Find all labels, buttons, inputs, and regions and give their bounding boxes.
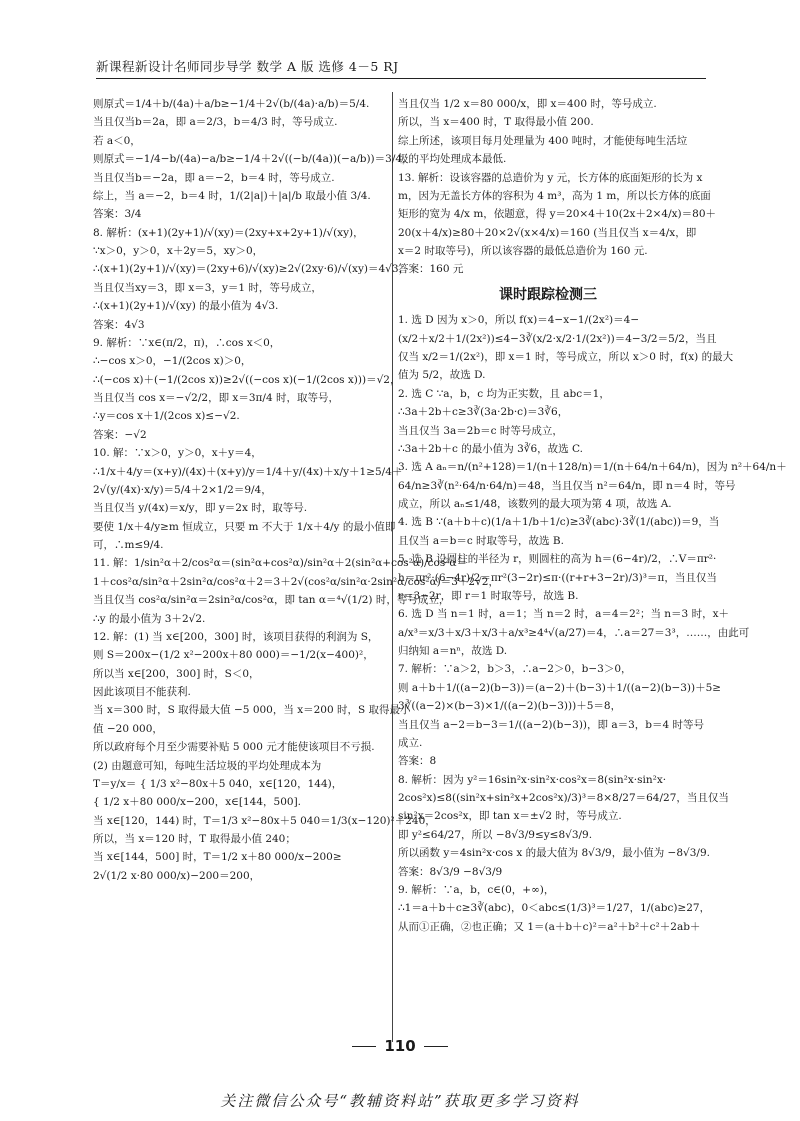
- text-line: 1＋cos²α/sin²α＋2sin²α/cos²α＋2＝3＋2√(cos²α/sin²α·2sin²α/cos²α)＝3＋2√2，: [93, 575, 499, 588]
- text-line: 当且仅当 y/(4x)＝x/y，即 y＝2x 时，取等号.: [93, 502, 308, 515]
- text-line: ∴3a＋2b＋c≥3∛(3a·2b·c)＝3∛6，: [398, 406, 569, 419]
- text-line: 当且仅当b＝2a，即 a＝2/3，b＝4/3 时，等号成立.: [93, 116, 338, 129]
- text-line: sin²x＝2cos²x，即 tan x＝±√2 时，等号成立.: [398, 810, 622, 823]
- text-line: x＝2 时取等号)，所以该容器的最低总造价为 160 元.: [398, 245, 648, 257]
- text-line: 则原式＝1/4＋b/(4a)＋a/b≥−1/4＋2√(b/(4a)·a/b)＝5/4.: [93, 98, 370, 110]
- text-line: 所以函数 y＝4sin²x·cos x 的最大值为 8√3/9，最小值为 −8√3/9.: [398, 847, 710, 860]
- text-line: h＝πr²·(6−4r)/2＝πr²(3−2r)≤π·((r+r+3−2r)/3)³＝π，当且仅当: [398, 571, 717, 584]
- text-line: 答案：4√3: [93, 318, 145, 331]
- text-line: 所以，当 x＝120 时，T 取得最小值 240；: [93, 833, 296, 845]
- text-line: 11. 解：1/sin²α＋2/cos²α＝(sin²α+cos²α)/sin²α＋2(sin²α+cos²α)/cos²α＝: [93, 557, 468, 570]
- text-line: (2) 由题意可知，每吨生活垃圾的平均处理成本为: [93, 759, 322, 772]
- text-line: m，因为无盖长方体的容积为 4 m³，高为 1 m，所以长方体的底面: [398, 189, 711, 202]
- text-line: 答案：160 元: [398, 263, 464, 276]
- text-line: 4. 选 B ∵(a＋b＋c)(1/a＋1/b＋1/c)≥3∛(abc)·3∛(1/(abc))＝9，当: [398, 516, 720, 529]
- page-header: [96, 56, 706, 79]
- text-line: 因此该项目不能获利.: [93, 686, 191, 698]
- right-column: [398, 95, 787, 1040]
- text-line: 则原式＝−1/4−b/(4a)−a/b≥−1/4＋2√((−b/(4a))(−a/b))＝3/4，: [93, 153, 413, 166]
- text-line: 则 a＋b＋1/((a−2)(b−3))＝(a−2)＋(b−3)＋1/((a−2)(b−3))＋5≥: [398, 681, 722, 694]
- text-line: 所以当 x∈[200，300] 时，S＜0，: [93, 667, 260, 680]
- text-line: 2cos²x)≤8((sin²x+sin²x+2cos²x)/3)³＝8×8/27＝64/27，当且仅当: [398, 792, 729, 804]
- text-line: 答案：8√3/9 −8√3/9: [398, 865, 503, 878]
- text-line: ∴1＝a＋b＋c≥3∛(abc)，0＜abc≤(1/3)³＝1/27，1/(abc)≥27，: [398, 902, 711, 915]
- text-line: T＝y/x＝ { 1/3 x²−80x＋5 040，x∈[120，144)，: [93, 777, 343, 790]
- text-line: 8. 解析：(x+1)(2y+1)/√(xy)＝(2xy+x+2y+1)/√(xy)，: [93, 226, 364, 239]
- text-line: 则 S＝200x−(1/2 x²−200x＋80 000)＝−1/2(x−400)²，: [93, 649, 374, 662]
- text-line: ∴−cos x＞0，−1/(2cos x)＞0，: [93, 355, 252, 368]
- text-line: 归纳知 a＝nⁿ，故选 D.: [398, 645, 508, 657]
- text-line: 20(x＋4/x)≥80＋20×2√(x×4/x)＝160 (当且仅当 x＝4/x，即: [398, 226, 697, 239]
- text-line: ∴y＝cos x＋1/(2cos x)≤−√2.: [93, 410, 240, 423]
- text-line: 圾的平均处理成本最低.: [398, 153, 507, 166]
- text-line: 即 y²≤64/27，所以 −8√3/9≤y≤8√3/9.: [398, 828, 593, 841]
- text-line: 6. 选 D 当 n＝1 时，a＝1；当 n＝2 时，a＝4＝2²；当 n＝3 时，x＋: [398, 608, 729, 621]
- text-line: ∴(−cos x)＋(−1/(2cos x))≥2√((−cos x)(−1/(2cos x)))＝√2，: [93, 373, 401, 386]
- text-line: ∴(x+1)(2y+1)/√(xy) 的最小值为 4√3.: [93, 300, 279, 313]
- text-line: 成立，所以 aₙ≤1/48，该数列的最大项为第 4 项，故选 A.: [398, 498, 672, 510]
- text-line: 13. 解析：设该容器的总造价为 y 元，长方体的底面矩形的长为 x: [398, 171, 703, 184]
- text-line: 答案：3/4: [93, 208, 142, 221]
- text-line: 当 x∈[120，144) 时，T＝1/3 x²−80x＋5 040＝1/3(x−120)²＋240，: [93, 814, 436, 827]
- text-line: 值 −20 000，: [93, 722, 163, 735]
- text-line: ∵x＞0，y＞0，x＋2y＝5，xy＞0，: [93, 245, 264, 257]
- text-line: 12. 解：(1) 当 x∈[200，300] 时，该项目获得的利润为 S，: [93, 630, 379, 643]
- text-line: ∴3a＋2b＋c 的最小值为 3∛6，故选 C.: [398, 442, 583, 455]
- text-line: 当且仅当 cos²α/sin²α＝2sin²α/cos²α，即 tan α＝⁴√(1/2) 时，等号成立，: [93, 594, 450, 607]
- footer-note: 关注微信公众号“教辅资料站”获取更多学习资料: [220, 1092, 580, 1110]
- text-line: 所以，当 x＝400 时，T 取得最小值 200.: [398, 116, 594, 129]
- text-line: 矩形的宽为 4/x m，依题意，得 y＝20×4＋10(2x＋2×4/x)＝80＋: [398, 208, 717, 221]
- text-line: 可，∴m≤9/4.: [93, 539, 164, 551]
- right-column-top: [398, 95, 717, 279]
- text-line: r＝3−2r，即 r＝1 时取等号，故选 B.: [398, 589, 579, 602]
- text-line: 综上，当 a＝−2，b＝4 时，1/(2|a|)＋|a|/b 取最小值 3/4.: [93, 189, 371, 202]
- text-line: 9. 解析：∵a，b，c∈(0，+∞)，: [398, 883, 555, 896]
- text-line: 1. 选 D 因为 x＞0，所以 f(x)＝4−x−1/(2x²)＝4−: [398, 314, 640, 327]
- page-number-text: 110: [384, 1037, 416, 1055]
- text-line: 答案：8: [398, 755, 437, 768]
- text-line: 3. 选 A aₙ＝n/(n²+128)＝1/(n＋128/n)＝1/(n＋64/n＋64/n)，因为 n²＋64/n＋: [398, 461, 787, 474]
- text-line: 当 x∈[144，500] 时，T＝1/2 x＋80 000/x−200≥: [93, 851, 342, 864]
- page-number-dash-right: [424, 1046, 448, 1047]
- text-line: 9. 解析：∵x∈(π/2，π)，∴cos x＜0，: [93, 336, 281, 349]
- text-line: 当 x＝300 时，S 取得最大值 −5 000，当 x＝200 时，S 取得最小: [93, 704, 411, 717]
- text-line: 10. 解：∵x＞0，y＞0，x＋y＝4，: [93, 447, 262, 460]
- text-line: 且仅当 a＝b＝c 时取等号，故选 B.: [398, 534, 564, 547]
- text-line: 若 a＜0，: [93, 134, 141, 147]
- header-title: 新课程新设计名师同步导学 数学 A 版 选修 4－5 RJ: [96, 59, 399, 74]
- page-number: [0, 1033, 800, 1059]
- text-line: 2√(1/2 x·80 000/x)−200＝200，: [93, 869, 261, 882]
- text-line: 当且仅当 1/2 x＝80 000/x，即 x＝400 时，等号成立.: [398, 98, 657, 110]
- text-line: 5. 选 B 设圆柱的半径为 r，则圆柱的高为 h＝(6−4r)/2，∴V＝πr²·: [398, 553, 717, 566]
- text-line: 成立.: [398, 736, 423, 749]
- text-line: { 1/2 x＋80 000/x−200，x∈[144，500].: [93, 796, 302, 809]
- text-line: 2. 选 C ∵a，b，c 均为正实数，且 abc＝1，: [398, 387, 610, 400]
- text-line: 当且仅当 3a＝2b＝c 时等号成立，: [398, 424, 563, 437]
- section-title: 课时跟踪检测三: [499, 286, 597, 303]
- text-line: 2√(y/(4x)·x/y)＝5/4＋2×1/2＝9/4，: [93, 483, 272, 496]
- text-line: ∴1/x＋4/y＝(x+y)/(4x)＋(x+y)/y＝1/4＋y/(4x)＋x/y＋1≥5/4＋: [93, 465, 403, 478]
- text-line: 要使 1/x＋4/y≥m 恒成立，只要 m 不大于 1/x＋4/y 的最小值即: [93, 520, 396, 533]
- text-line: 64/n≥3∛(n²·64/n·64/n)＝48，当且仅当 n²＝64/n，即 n＝4 时，等号: [398, 479, 736, 492]
- text-line: 仅当 x/2＝1/(2x²)，即 x＝1 时，等号成立，所以 x＞0 时，f(x) 的最大: [398, 351, 734, 363]
- text-line: 所以政府每个月至少需要补贴 5 000 元才能使该项目不亏损.: [93, 741, 375, 754]
- text-line: 7. 解析：∵a＞2，b＞3，∴a−2＞0，b−3＞0，: [398, 663, 632, 676]
- text-line: 8. 解析：因为 y²＝16sin²x·sin²x·cos²x＝8(sin²x·sin²x·: [398, 773, 667, 786]
- right-column-bottom: [398, 311, 787, 936]
- text-line: 答案：−√2: [93, 428, 147, 441]
- text-line: ∴(x+1)(2y+1)/√(xy)＝(2xy+6)/√(xy)≥2√(2xy·6)/√(xy)＝4√3，: [93, 263, 410, 276]
- text-line: 值为 5/2，故选 D.: [398, 369, 486, 382]
- text-line: 3∛((a−2)×(b−3)×1/((a−2)(b−3)))＋5＝8，: [398, 700, 622, 713]
- text-line: 综上所述，该项目每月处理量为 400 吨时，才能使每吨生活垃: [398, 134, 688, 147]
- text-line: 从而①正确，②也正确；又 1＝(a＋b＋c)²＝a²＋b²＋c²＋2ab＋: [398, 920, 701, 933]
- text-line: ∴y 的最小值为 3＋2√2.: [93, 612, 206, 625]
- text-line: 当且仅当 a−2＝b−3＝1/((a−2)(b−3))，即 a＝3，b＝4 时等号: [398, 718, 705, 731]
- text-line: 当且仅当xy＝3，即 x＝3，y＝1 时，等号成立，: [93, 281, 322, 294]
- page-number-dash-left: [352, 1046, 376, 1047]
- text-line: (x/2＋x/2＋1/(2x²))≤4−3∛(x/2·x/2·1/(2x²))＝4−3/2＝5/2，当且: [398, 332, 717, 345]
- text-line: 当且仅当b＝−2a，即 a＝−2，b＝4 时，等号成立.: [93, 171, 335, 184]
- text-line: 当且仅当 cos x＝−√2/2，即 x＝3π/4 时，取等号，: [93, 392, 339, 404]
- text-line: a/x³＝x/3＋x/3＋x/3＋a/x³≥4⁴√(a/27)＝4，∴a＝27＝3³，……，由此可: [398, 626, 750, 639]
